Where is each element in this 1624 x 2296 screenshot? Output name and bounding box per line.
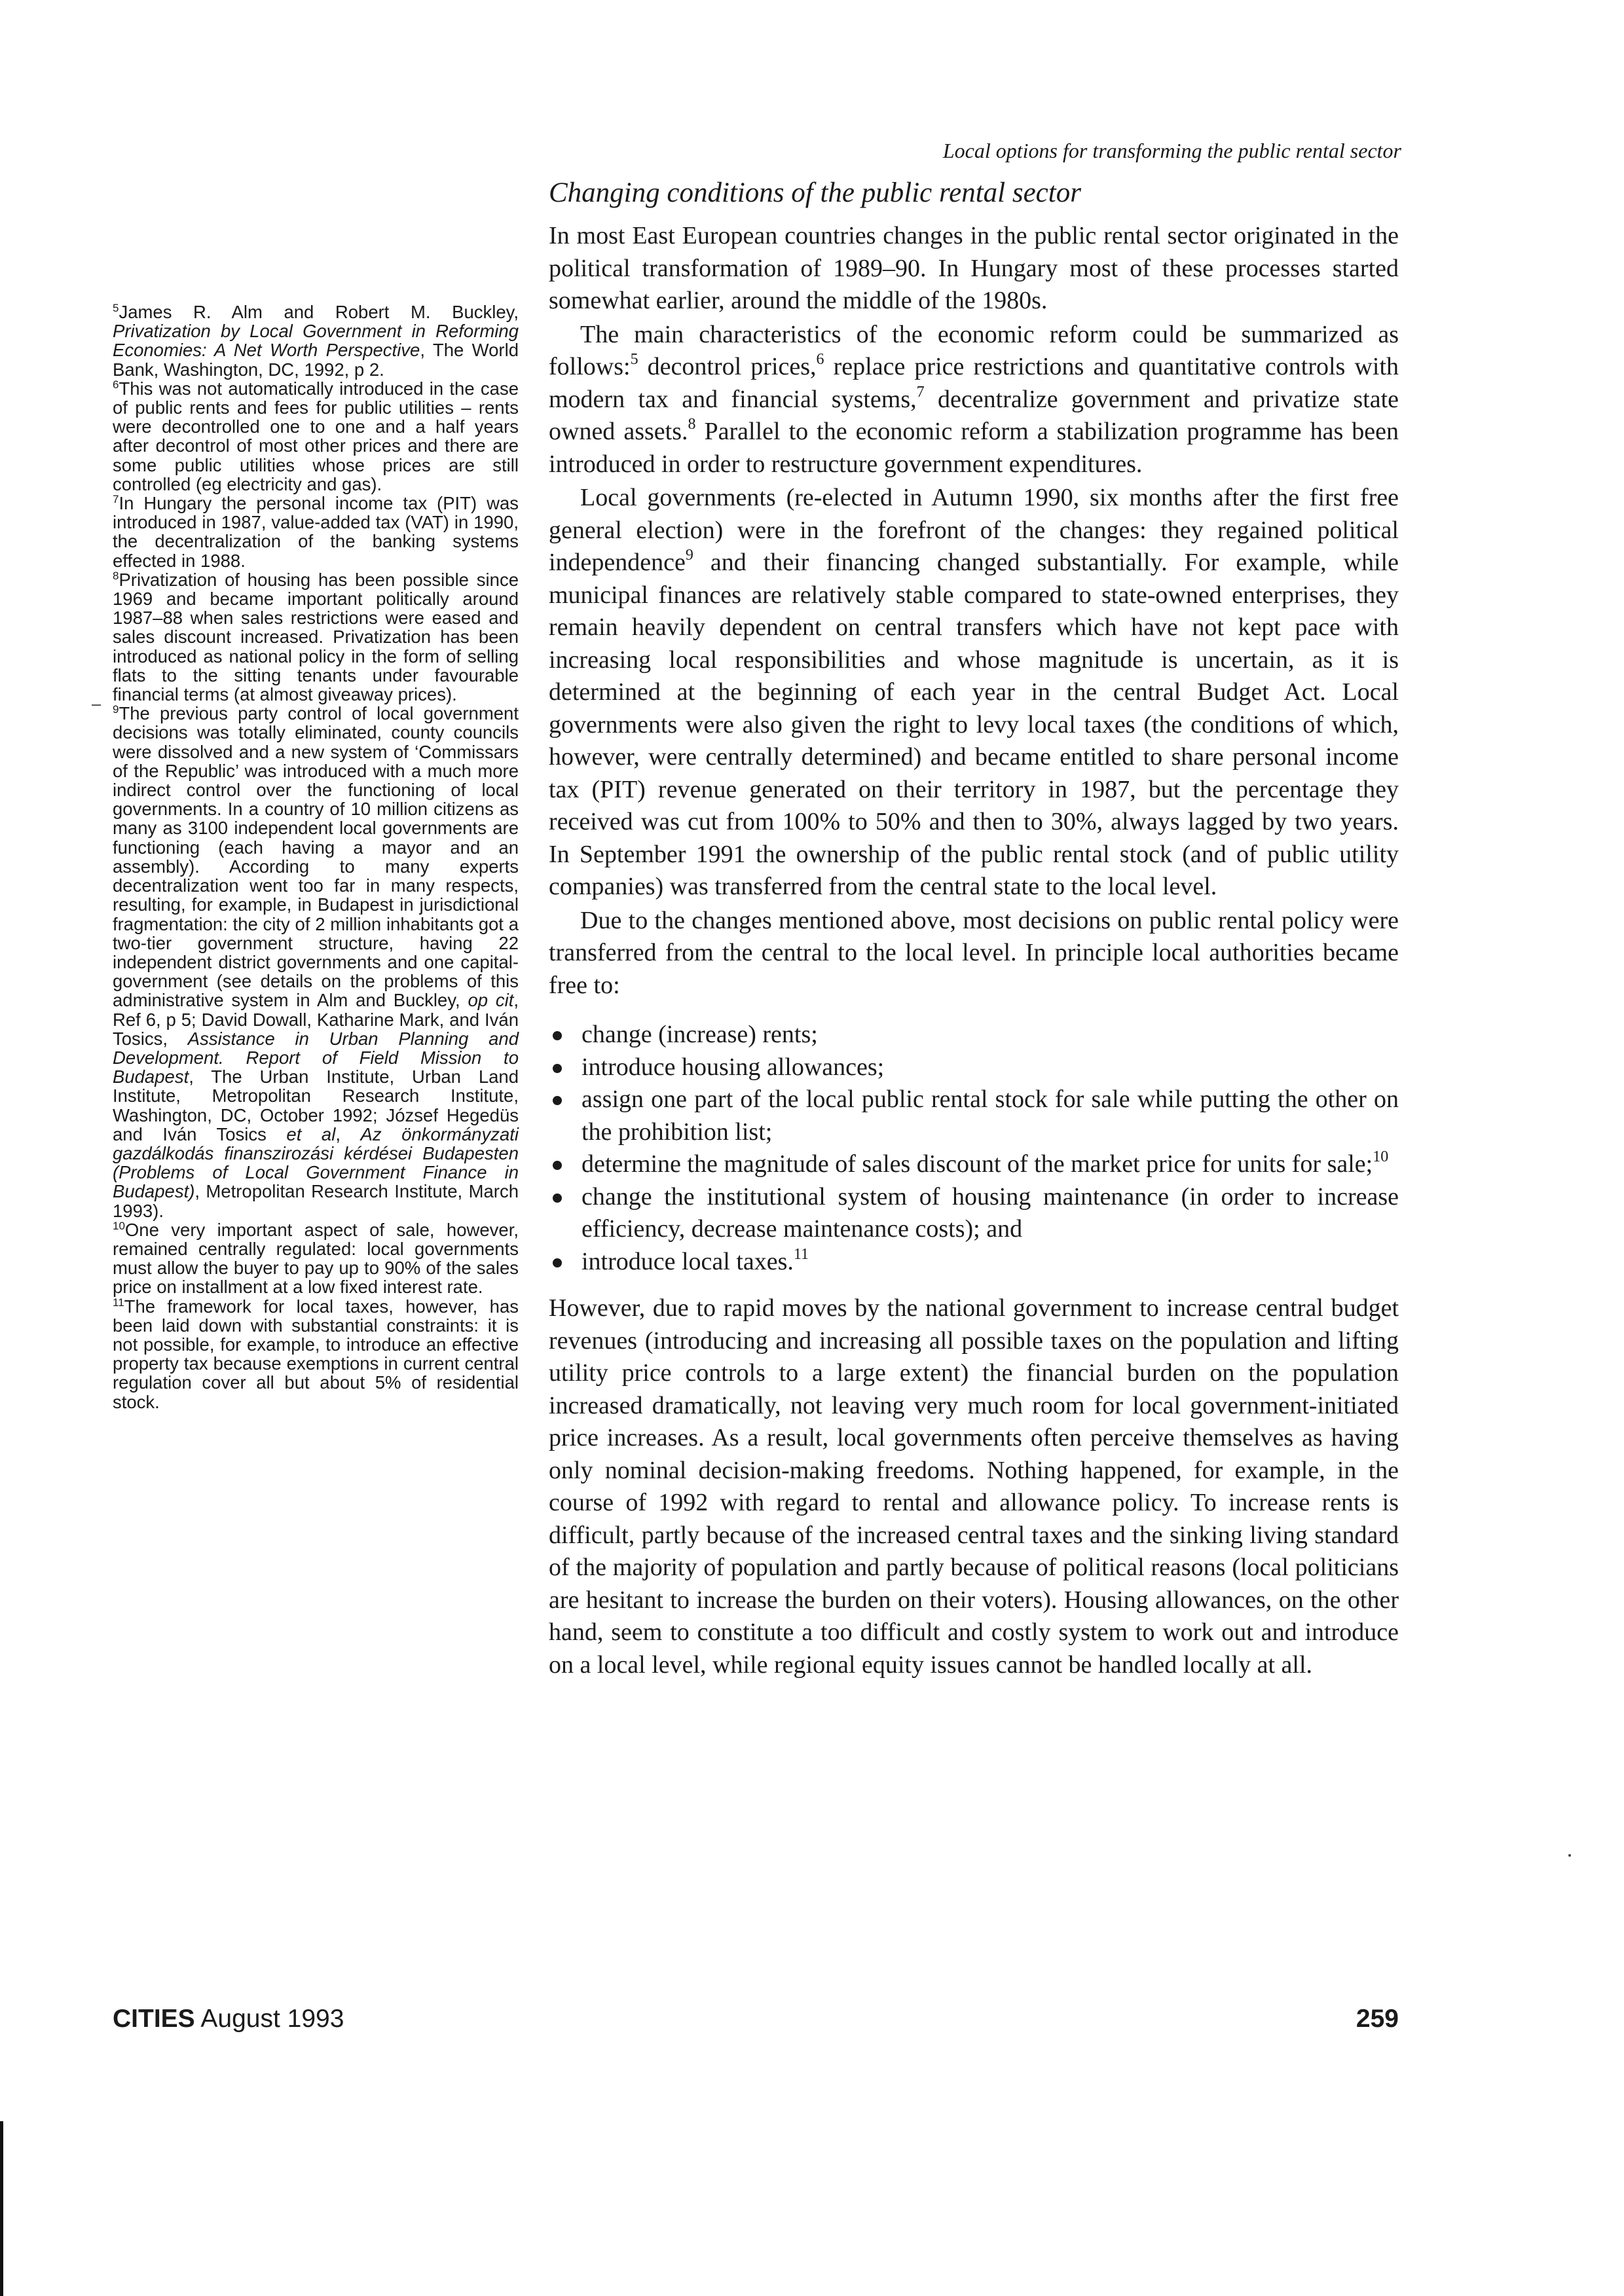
footnotes-column bbox=[113, 302, 519, 1412]
paragraph-3: Local governments (re-elected in Autumn 1990, six months after the first free general election) were in the forefront of the changes: they regained political independence$^9$ and their financing changed substantially. For example, while municipal finances are relatively stable compared to state-owned enterprises, they remain heavily dependent on central transfers which have not kept pace with increasing local responsibilities and whose magnitude is uncertain, as it is determined at the beginning of each year in the central Budget Act. Local governments were also given the right to levy local taxes (the conditions of which, however, were centrally determined) and became entitled to share personal income tax (PIT) revenue generated on their territory in 1987, but the percentage they received was cut from 100% to 50% and then to 30%, always lagged by two years. In September 1991 the ownership of the public rental stock (and of public utility companies) was transferred from the central state to the local level. bbox=[549, 484, 1399, 900]
paragraph-2: The main characteristics of the economic reform could be summarized as follows:$^5$ decontrol prices,$^6$ replace price restrictions and quantitative controls with modern tax and financial systems,$^7$ decentralize government and privatize state owned assets.$^8$ Parallel to the economic reform a stabilization programme has been introduced in order to restructure government expenditures. bbox=[549, 320, 1399, 478]
running-head: Local options for transforming the public rental sector bbox=[942, 139, 1401, 162]
scan-speck bbox=[1568, 1854, 1571, 1857]
journal-footer bbox=[113, 2005, 344, 2033]
bullet-item: determine the magnitude of sales discount of the market price for units for sale;$^{10}$ bbox=[549, 1148, 1399, 1181]
journal-name: CITIES bbox=[113, 2005, 195, 2033]
footnote-5: $^5$James R. Alm and Robert M. Buckley, Privatization by Local Government in Reforming Economies: A Net Worth Perspective, The World Bank, Washington, DC, 1992, p 2. bbox=[113, 302, 519, 380]
scan-edge-shadow bbox=[0, 2121, 3, 2296]
journal-issue: August 1993 bbox=[194, 2005, 344, 2033]
bullet-item: introduce housing allowances; bbox=[549, 1051, 1399, 1084]
footnote-8: $^8$Privatization of housing has been possible since 1969 and became important politically around 1987–88 when sales restrictions were eased and sales discount increased. Privatization has been introduced as national policy in the form of selling flats to the sitting tenants under favourable financial terms (at almost giveaway prices). bbox=[113, 569, 519, 705]
note-ref-10: 10 bbox=[1373, 1148, 1389, 1165]
footnote-11: $^{11}$The framework for local taxes, however, has been laid down with substantial constraints: it is not possible, for example, to introduce an effective property tax because exemptions in current central regulation cover all but about 5% of residential stock. bbox=[113, 1296, 519, 1412]
footnote-9: $^9$The previous party control of local government decisions was totally eliminated, county councils were dissolved and a new system of ‘Commissars of the Republic’ was introduced with a much more indirect control over the functioning of local governments. In a country of 10 million citizens as many as 3100 independent local governments are functioning (each having a mayor and an assembly). According to many experts decentralization went too far in many respects, resulting, for example, in Budapest in jurisdictional fragmentation: the city of 2 million inhabitants got a two-tier government structure, having 22 independent district governments and one capital-government (see details on the problems of this administrative system in Alm and Buckley, op cit, Ref 6, p 5; David Dowall, Katharine Mark, and Iván Tosics, Assistance in Urban Planning and Development. Report of Field Mission to Budapest, The Urban Institute, Urban Land Institute, Metropolitan Research Institute, Washington, DC, October 1992; József Hegedüs and Iván Tosics et al, Az önkormányzati gazdálkodás finanszirozási kérdései Budapesten (Problems of Local Government Finance in Budapest), Metropolitan Research Institute, March 1993). bbox=[113, 703, 519, 1221]
note-ref-9: 9 bbox=[685, 547, 693, 564]
note-ref-8: 8 bbox=[688, 416, 696, 433]
bullet-item: change (increase) rents; bbox=[549, 1019, 1399, 1051]
bullet-list bbox=[549, 1019, 1399, 1278]
paragraph-4: Due to the changes mentioned above, most decisions on public rental policy were transferred from the central to the local level. In principle local authorities became free to: bbox=[549, 906, 1399, 999]
bullet-item: assign one part of the local public rental stock for sale while putting the other on the prohibition list; bbox=[549, 1084, 1399, 1148]
margin-tick-mark bbox=[92, 704, 101, 706]
paragraph-1: In most East European countries changes in the public rental sector originated in the political transformation of 1989–90. In Hungary most of these processes started somewhat earlier, around the middle of the 1980s. bbox=[549, 222, 1399, 314]
footnote-7: $^7$In Hungary the personal income tax (PIT) was introduced in 1987, value-added tax (VAT) in 1990, the decentralization of the banking systems effected in 1988. bbox=[113, 493, 519, 571]
paragraph-5: However, due to rapid moves by the national government to increase central budget revenues (introducing and increasing all possible taxes on the population and lifting utility price controls to a large extent) the financial burden on the population increased dramatically, not leaving very much room for local government-initiated price increases. As a result, local governments often perceive themselves as having only nominal decision-making freedoms. Nothing happened, for example, in the course of 1992 with regard to rental and allowance policy. To increase rents is difficult, partly because of the increased central taxes and the sinking living standard of the majority of population and partly because of political reasons (local politicians are hesitant to increase the burden on their voters). Housing allowances, on the other hand, seem to constitute a too difficult and costly system to work out and introduce on a local level, while regional equity issues cannot be handled locally at all. bbox=[549, 1294, 1399, 1679]
footnote-6: $^6$This was not automatically introduced in the case of public rents and fees for public utilities – rents were decontrolled one to one and a half years after decontrol of most other prices and there are some public utilities whose prices are still controlled (eg electricity and gas). bbox=[113, 378, 519, 494]
note-ref-11: 11 bbox=[793, 1245, 809, 1263]
main-column bbox=[549, 220, 1399, 1681]
bullet-item: introduce local taxes.$^{11}$ bbox=[549, 1246, 1399, 1279]
note-ref-7: 7 bbox=[916, 383, 925, 401]
note-ref-6: 6 bbox=[816, 351, 824, 368]
note-ref-5: 5 bbox=[630, 351, 638, 368]
footnote-10: $^{10}$One very important aspect of sale, however, remained centrally regulated: local governments must allow the buyer to pay up to 90% of the sales price on installment at a low fixed interest rate. bbox=[113, 1219, 519, 1298]
bullet-item: change the institutional system of housing maintenance (in order to increase efficiency, decrease maintenance costs); and bbox=[549, 1181, 1399, 1246]
section-heading: Changing conditions of the public rental sector bbox=[549, 177, 1081, 208]
page-number: 259 bbox=[1356, 2005, 1399, 2033]
